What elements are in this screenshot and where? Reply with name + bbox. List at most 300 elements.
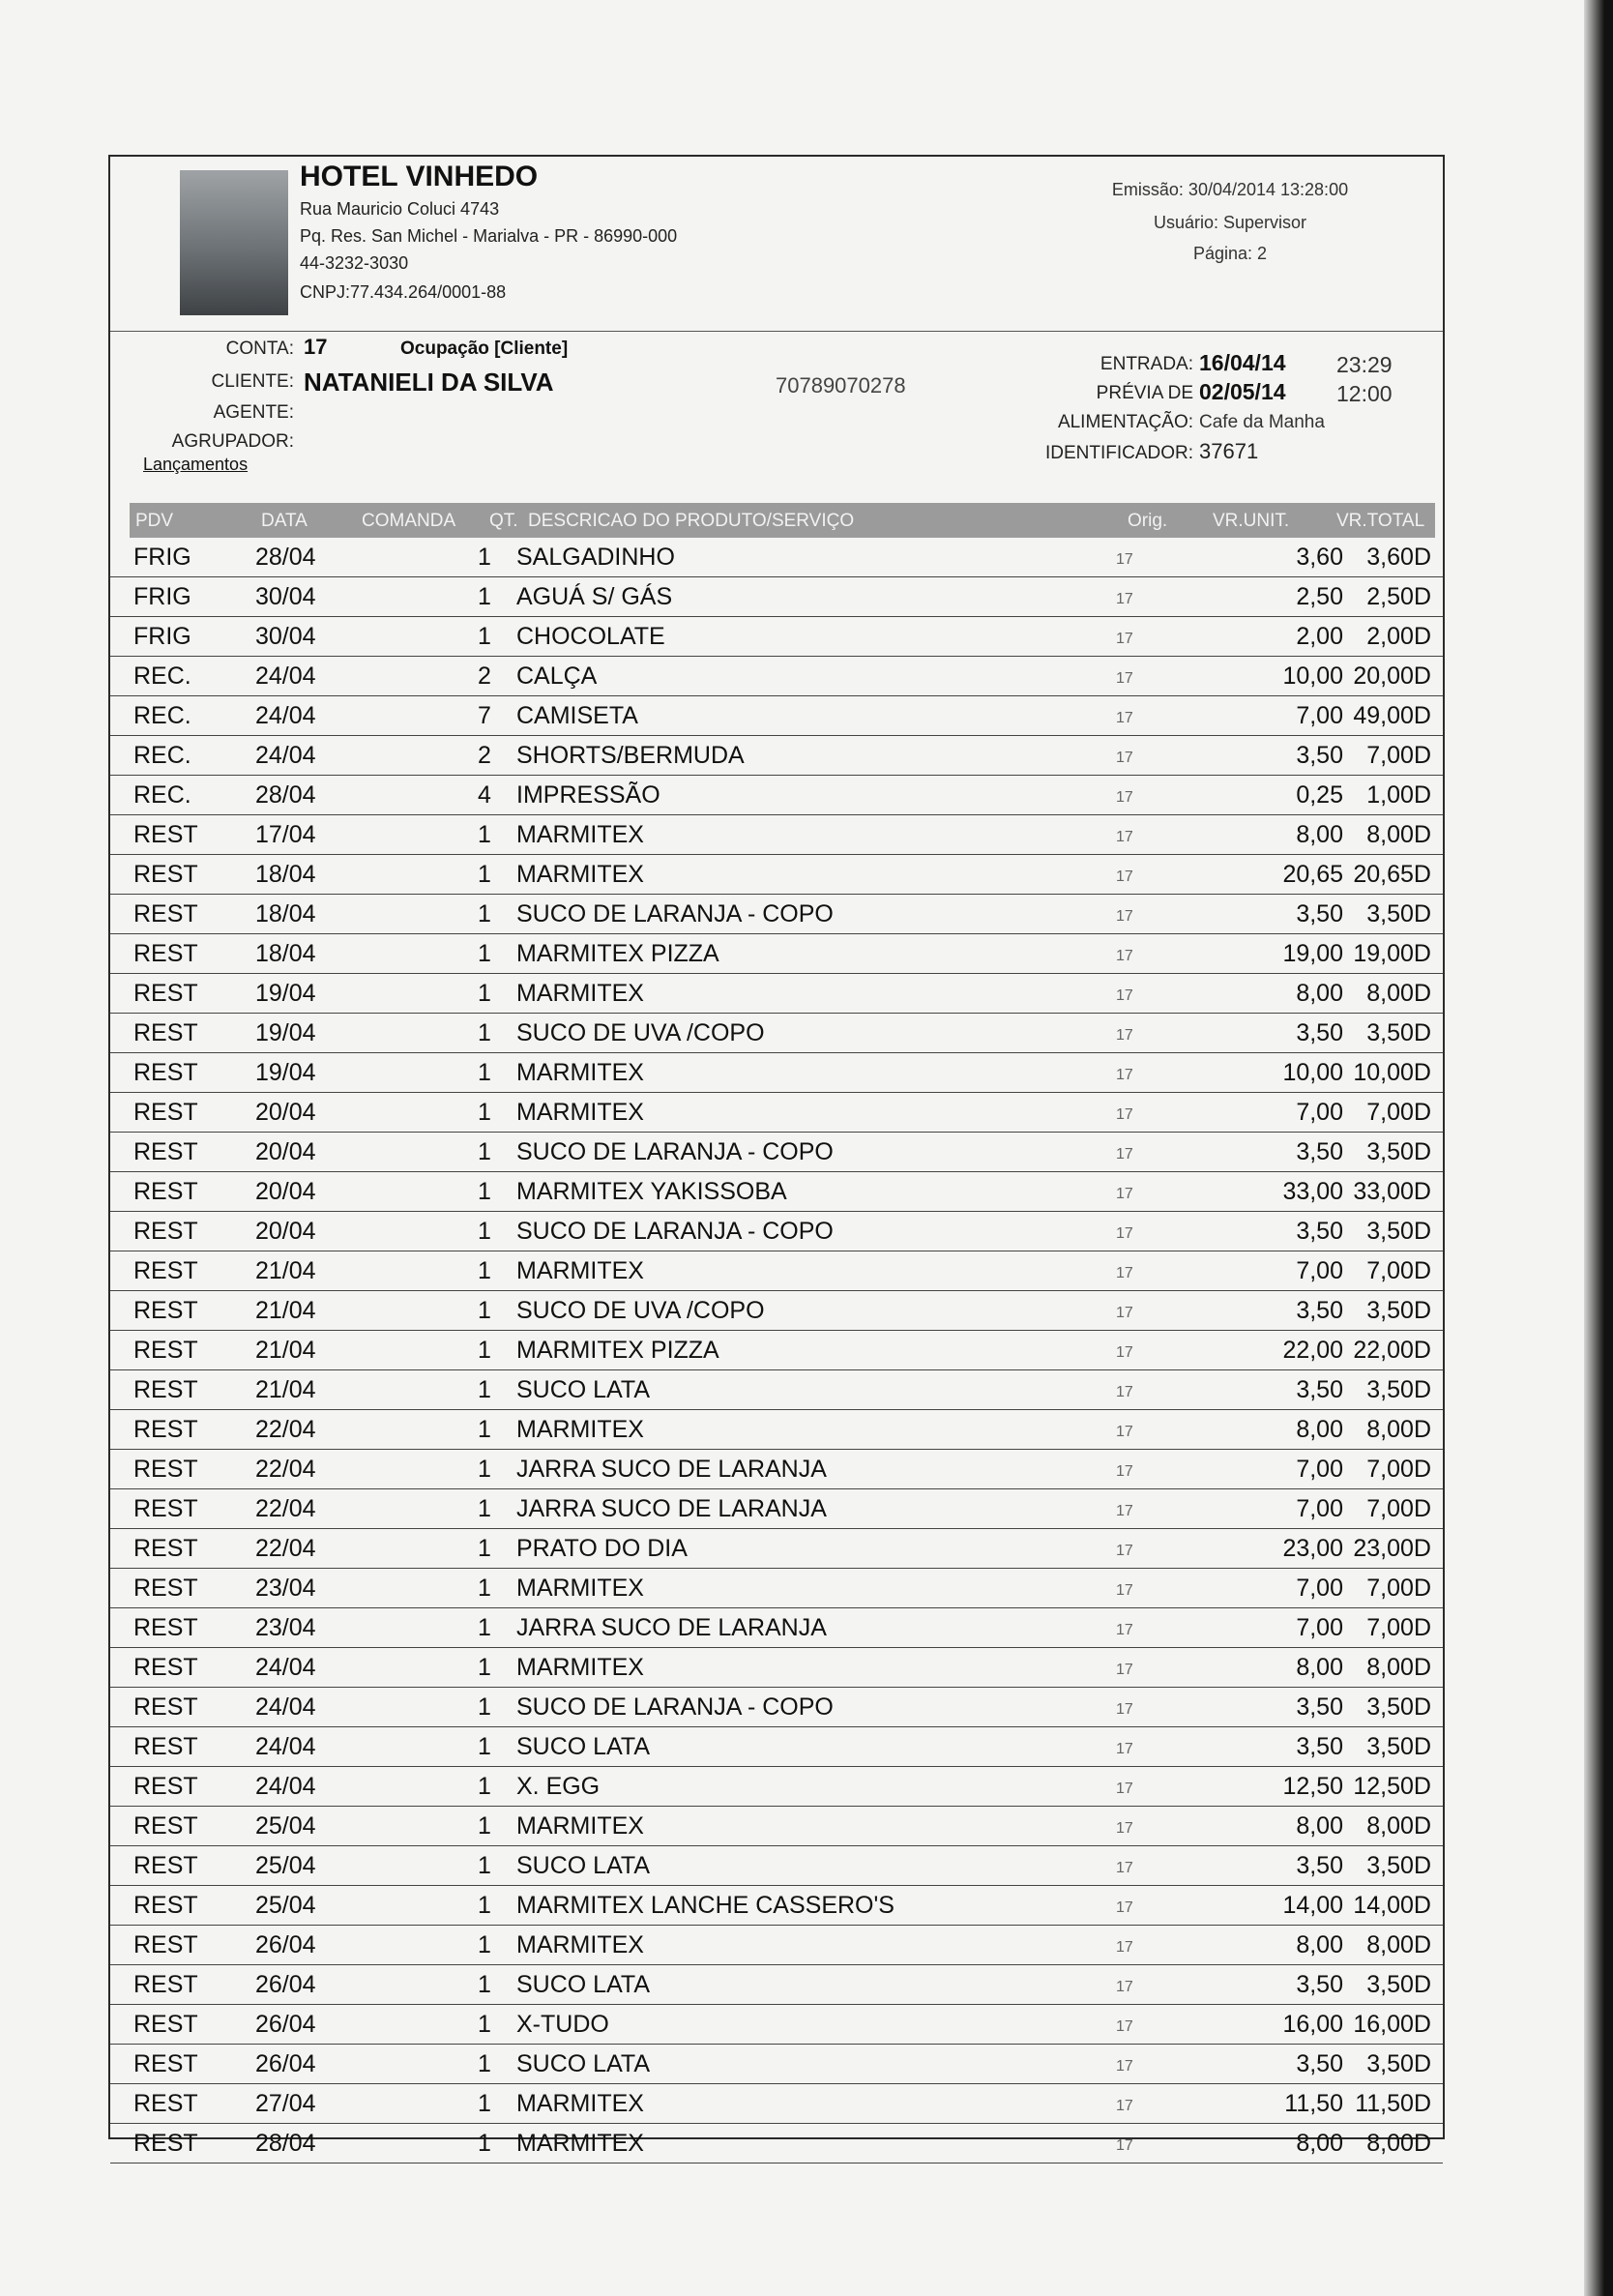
cell-orig: 17: [1116, 1662, 1133, 1678]
cell-descricao: MARMITEX: [516, 861, 644, 888]
cell-vr-unit: 12,50: [1282, 1773, 1343, 1800]
cell-orig: 17: [1116, 1860, 1133, 1876]
cell-pdv: REST: [133, 1535, 198, 1562]
table-row: [110, 974, 1443, 1014]
cell-pdv: REST: [133, 980, 198, 1007]
table-row: [110, 617, 1443, 657]
cell-vr-total: 14,00D: [1353, 1892, 1431, 1919]
cell-descricao: PRATO DO DIA: [516, 1535, 688, 1562]
cell-descricao: SUCO LATA: [516, 1733, 650, 1760]
previa-label: PRÉVIA DE: [1096, 383, 1193, 403]
cell-descricao: SUCO DE UVA /COPO: [516, 1297, 765, 1324]
cell-qt: 1: [478, 1099, 491, 1126]
cell-descricao: MARMITEX PIZZA: [516, 940, 719, 967]
cell-descricao: AGUÁ S/ GÁS: [516, 583, 673, 610]
cell-data: 19/04: [255, 980, 316, 1007]
cell-qt: 1: [478, 821, 491, 848]
cell-vr-unit: 3,50: [1296, 900, 1343, 927]
cliente-value: NATANIELI DA SILVA: [304, 368, 554, 397]
table-row: [110, 895, 1443, 934]
cell-pdv: REST: [133, 1852, 198, 1879]
cell-orig: 17: [1116, 987, 1133, 1004]
cell-pdv: REST: [133, 1297, 198, 1324]
cell-qt: 1: [478, 1931, 491, 1958]
cell-qt: 1: [478, 1812, 491, 1840]
cell-vr-unit: 7,00: [1296, 1614, 1343, 1641]
cell-qt: 1: [478, 2130, 491, 2157]
cell-descricao: X-TUDO: [516, 2011, 609, 2038]
ocupacao-label: Ocupação [Cliente]: [400, 339, 569, 359]
cell-data: 21/04: [255, 1376, 316, 1403]
cell-data: 24/04: [255, 742, 316, 769]
cell-qt: 1: [478, 2011, 491, 2038]
cell-descricao: IMPRESSÃO: [516, 781, 660, 809]
cell-descricao: MARMITEX: [516, 821, 644, 848]
cell-qt: 1: [478, 1892, 491, 1919]
table-row: [110, 1450, 1443, 1489]
cell-vr-unit: 20,65: [1282, 861, 1343, 888]
cell-descricao: MARMITEX: [516, 2130, 644, 2157]
cell-pdv: FRIG: [133, 623, 191, 650]
cell-data: 21/04: [255, 1257, 316, 1284]
alimentacao-label: ALIMENTAÇÃO:: [1057, 412, 1193, 432]
cell-descricao: SUCO LATA: [516, 1971, 650, 1998]
cell-pdv: REST: [133, 1693, 198, 1721]
user-name: Usuário: Supervisor: [1153, 213, 1307, 232]
cell-vr-total: 1,00D: [1366, 781, 1431, 809]
cell-orig: 17: [1116, 948, 1133, 964]
cell-vr-unit: 11,50: [1284, 2090, 1343, 2117]
table-row: [110, 855, 1443, 895]
cell-descricao: CALÇA: [516, 662, 598, 690]
cell-data: 22/04: [255, 1535, 316, 1562]
agrupador-label: AGRUPADOR:: [171, 431, 294, 452]
cell-pdv: REST: [133, 2011, 198, 2038]
cell-pdv: FRIG: [133, 544, 191, 571]
cell-vr-unit: 3,50: [1296, 2050, 1343, 2077]
cell-vr-unit: 2,00: [1296, 623, 1343, 650]
alimentacao-value: Cafe da Manha: [1199, 412, 1325, 432]
cell-orig: 17: [1116, 2018, 1133, 2035]
cell-data: 20/04: [255, 1218, 316, 1245]
cell-data: 20/04: [255, 1178, 316, 1205]
cell-pdv: REST: [133, 1773, 198, 1800]
cell-qt: 1: [478, 1059, 491, 1086]
cell-vr-total: 3,50D: [1366, 1693, 1431, 1721]
cell-qt: 1: [478, 1337, 491, 1364]
cell-vr-total: 3,50D: [1366, 1852, 1431, 1879]
cell-vr-unit: 14,00: [1282, 1892, 1343, 1919]
cell-pdv: REST: [133, 1971, 198, 1998]
cell-data: 21/04: [255, 1297, 316, 1324]
table-row: [110, 1489, 1443, 1529]
cell-data: 28/04: [255, 781, 316, 809]
cell-descricao: MARMITEX: [516, 1931, 644, 1958]
cell-vr-total: 3,50D: [1366, 1376, 1431, 1403]
cell-pdv: REST: [133, 2090, 198, 2117]
cell-vr-total: 3,60D: [1366, 544, 1431, 571]
cell-data: 26/04: [255, 1971, 316, 1998]
cell-descricao: SUCO LATA: [516, 1376, 650, 1403]
cliente-document: 70789070278: [776, 373, 906, 397]
cell-qt: 2: [478, 742, 491, 769]
col-pdv: PDV: [135, 511, 174, 531]
table-row: [110, 696, 1443, 736]
cell-orig: 17: [1116, 631, 1133, 647]
table-row: [110, 1807, 1443, 1846]
table-row: [110, 657, 1443, 696]
cell-vr-total: 7,00D: [1366, 742, 1431, 769]
cell-vr-unit: 8,00: [1296, 1931, 1343, 1958]
cliente-label: CLIENTE:: [211, 371, 294, 392]
cell-qt: 1: [478, 980, 491, 1007]
cell-data: 25/04: [255, 1852, 316, 1879]
cell-orig: 17: [1116, 1106, 1133, 1123]
cell-qt: 1: [478, 940, 491, 967]
cell-data: 19/04: [255, 1059, 316, 1086]
cell-vr-total: 2,00D: [1366, 623, 1431, 650]
cell-orig: 17: [1116, 1741, 1133, 1757]
cell-vr-total: 7,00D: [1366, 1099, 1431, 1126]
cell-data: 28/04: [255, 544, 316, 571]
table-header: [130, 503, 1435, 538]
cell-vr-total: 12,50D: [1353, 1773, 1431, 1800]
cell-vr-total: 3,50D: [1366, 2050, 1431, 2077]
cell-orig: 17: [1116, 1543, 1133, 1559]
cell-vr-total: 19,00D: [1353, 940, 1431, 967]
cell-qt: 1: [478, 1416, 491, 1443]
cell-qt: 1: [478, 1971, 491, 1998]
cell-qt: 1: [478, 900, 491, 927]
cell-descricao: X. EGG: [516, 1773, 601, 1800]
cell-vr-total: 3,50D: [1366, 1138, 1431, 1165]
cell-data: 24/04: [255, 1693, 316, 1721]
cell-data: 27/04: [255, 2090, 316, 2117]
cell-vr-unit: 7,00: [1296, 1575, 1343, 1602]
cell-orig: 17: [1116, 1344, 1133, 1361]
cell-data: 19/04: [255, 1019, 316, 1046]
cell-orig: 17: [1116, 1305, 1133, 1321]
cell-vr-total: 11,50D: [1355, 2090, 1431, 2117]
cell-vr-unit: 3,50: [1296, 1733, 1343, 1760]
table-row: [110, 1331, 1443, 1370]
cell-descricao: JARRA SUCO DE LARANJA: [516, 1614, 827, 1641]
cell-qt: 1: [478, 1178, 491, 1205]
table-row: [110, 1212, 1443, 1251]
cell-vr-unit: 8,00: [1296, 2130, 1343, 2157]
cell-pdv: REST: [133, 1059, 198, 1086]
cell-descricao: SHORTS/BERMUDA: [516, 742, 745, 769]
cell-data: 30/04: [255, 583, 316, 610]
cell-vr-total: 3,50D: [1366, 1733, 1431, 1760]
cell-pdv: REST: [133, 1416, 198, 1443]
cell-vr-total: 10,00D: [1353, 1059, 1431, 1086]
cell-orig: 17: [1116, 670, 1133, 687]
cell-qt: 1: [478, 583, 491, 610]
cell-orig: 17: [1116, 1463, 1133, 1480]
cell-qt: 1: [478, 2050, 491, 2077]
hotel-cnpj: CNPJ:77.434.264/0001-88: [300, 282, 507, 302]
table-row: [110, 1014, 1443, 1053]
cell-vr-unit: 8,00: [1296, 1812, 1343, 1840]
cell-vr-unit: 7,00: [1296, 1257, 1343, 1284]
cell-orig: 17: [1116, 1424, 1133, 1440]
cell-pdv: REST: [133, 1654, 198, 1681]
cell-data: 20/04: [255, 1138, 316, 1165]
col-descricao: DESCRICAO DO PRODUTO/SERVIÇO: [528, 511, 855, 531]
hotel-address-2: Pq. Res. San Michel - Marialva - PR - 86990-000: [300, 226, 678, 246]
cell-data: 24/04: [255, 1773, 316, 1800]
table-row: [110, 1370, 1443, 1410]
cell-orig: 17: [1116, 1265, 1133, 1281]
identificador-value: 37671: [1199, 439, 1259, 463]
cell-pdv: REST: [133, 1257, 198, 1284]
cell-pdv: REST: [133, 1019, 198, 1046]
cell-pdv: REST: [133, 1614, 198, 1641]
cell-vr-unit: 7,00: [1296, 1495, 1343, 1522]
cell-qt: 7: [478, 702, 491, 729]
cell-orig: 17: [1116, 551, 1133, 568]
cell-data: 25/04: [255, 1812, 316, 1840]
cell-vr-total: 20,65D: [1353, 861, 1431, 888]
entrada-label: ENTRADA:: [1100, 354, 1193, 374]
cell-pdv: REST: [133, 1138, 198, 1165]
cell-vr-unit: 22,00: [1282, 1337, 1343, 1364]
cell-vr-unit: 3,50: [1296, 1376, 1343, 1403]
cell-data: 18/04: [255, 861, 316, 888]
cell-descricao: MARMITEX: [516, 1812, 644, 1840]
cell-vr-unit: 3,50: [1296, 1852, 1343, 1879]
document-header: [110, 157, 1443, 332]
cell-vr-unit: 3,50: [1296, 1218, 1343, 1245]
cell-vr-unit: 2,50: [1296, 583, 1343, 610]
cell-vr-unit: 7,00: [1296, 702, 1343, 729]
cell-pdv: REC.: [133, 662, 191, 690]
cell-vr-total: 22,00D: [1353, 1337, 1431, 1364]
table-row: [110, 1926, 1443, 1965]
cell-orig: 17: [1116, 1939, 1133, 1956]
cell-descricao: MARMITEX LANCHE CASSERO'S: [516, 1892, 894, 1919]
cell-data: 26/04: [255, 2050, 316, 2077]
cell-qt: 1: [478, 1495, 491, 1522]
cell-vr-unit: 8,00: [1296, 1654, 1343, 1681]
cell-pdv: FRIG: [133, 583, 191, 610]
table-row: [110, 1767, 1443, 1807]
cell-vr-total: 3,50D: [1366, 900, 1431, 927]
cell-pdv: REST: [133, 821, 198, 848]
cell-vr-total: 3,50D: [1366, 1218, 1431, 1245]
cell-vr-total: 7,00D: [1366, 1257, 1431, 1284]
table-row: [110, 1529, 1443, 1569]
cell-orig: 17: [1116, 1622, 1133, 1638]
col-orig: Orig.: [1128, 511, 1168, 531]
table-row: [110, 1886, 1443, 1926]
cell-vr-unit: 3,50: [1296, 1297, 1343, 1324]
cell-pdv: REST: [133, 940, 198, 967]
col-qt: QT.: [489, 511, 518, 531]
table-row: [110, 1410, 1443, 1450]
conta-value: 17: [304, 335, 328, 359]
cell-descricao: MARMITEX: [516, 1099, 644, 1126]
cell-data: 21/04: [255, 1337, 316, 1364]
table-row: [110, 577, 1443, 617]
table-row: [110, 1965, 1443, 2005]
cell-data: 30/04: [255, 623, 316, 650]
table-row: [110, 1569, 1443, 1608]
cell-vr-total: 7,00D: [1366, 1456, 1431, 1483]
cell-vr-unit: 0,25: [1296, 781, 1343, 809]
cell-qt: 1: [478, 1575, 491, 1602]
cell-vr-unit: 3,50: [1296, 1019, 1343, 1046]
cell-vr-unit: 19,00: [1282, 940, 1343, 967]
cell-qt: 1: [478, 1218, 491, 1245]
cell-orig: 17: [1116, 1067, 1133, 1083]
cell-orig: 17: [1116, 1503, 1133, 1519]
cell-descricao: MARMITEX: [516, 1416, 644, 1443]
cell-vr-unit: 3,50: [1296, 1138, 1343, 1165]
cell-qt: 1: [478, 1614, 491, 1641]
cell-vr-total: 8,00D: [1366, 1931, 1431, 1958]
table-row: [110, 2084, 1443, 2124]
cell-vr-total: 8,00D: [1366, 980, 1431, 1007]
cell-qt: 1: [478, 623, 491, 650]
cell-data: 26/04: [255, 2011, 316, 2038]
table-row: [110, 776, 1443, 815]
cell-pdv: REST: [133, 1495, 198, 1522]
cell-orig: 17: [1116, 1146, 1133, 1163]
cell-data: 17/04: [255, 821, 316, 848]
cell-orig: 17: [1116, 710, 1133, 726]
cell-pdv: REST: [133, 1812, 198, 1840]
emission-date: Emissão: 30/04/2014 13:28:00: [1111, 180, 1349, 199]
cell-orig: 17: [1116, 789, 1133, 806]
cell-vr-unit: 3,50: [1296, 1971, 1343, 1998]
cell-vr-unit: 16,00: [1282, 2011, 1343, 2038]
cell-orig: 17: [1116, 1979, 1133, 1995]
cell-descricao: SUCO DE LARANJA - COPO: [516, 1693, 834, 1721]
cell-vr-unit: 8,00: [1296, 821, 1343, 848]
table-row: [110, 1053, 1443, 1093]
cell-pdv: REST: [133, 1892, 198, 1919]
table-row: [110, 1727, 1443, 1767]
cell-qt: 1: [478, 1376, 491, 1403]
cell-descricao: SUCO DE LARANJA - COPO: [516, 1218, 834, 1245]
table-row: [110, 2045, 1443, 2084]
cell-vr-total: 8,00D: [1366, 821, 1431, 848]
cell-orig: 17: [1116, 2137, 1133, 2154]
cell-data: 28/04: [255, 2130, 316, 2157]
cell-pdv: REST: [133, 861, 198, 888]
cell-vr-total: 8,00D: [1366, 2130, 1431, 2157]
cell-qt: 1: [478, 544, 491, 571]
cell-pdv: REST: [133, 1337, 198, 1364]
cell-descricao: SALGADINHO: [516, 544, 675, 571]
table-row: [110, 1648, 1443, 1688]
cell-data: 22/04: [255, 1416, 316, 1443]
cell-vr-total: 3,50D: [1366, 1297, 1431, 1324]
cell-vr-total: 7,00D: [1366, 1575, 1431, 1602]
cell-orig: 17: [1116, 829, 1133, 845]
section-title: Lançamentos: [143, 455, 249, 474]
table-row: [110, 1846, 1443, 1886]
cell-qt: 4: [478, 781, 491, 809]
cell-vr-unit: 7,00: [1296, 1099, 1343, 1126]
cell-qt: 1: [478, 861, 491, 888]
cell-vr-total: 7,00D: [1366, 1614, 1431, 1641]
cell-vr-total: 8,00D: [1366, 1812, 1431, 1840]
cell-orig: 17: [1116, 2098, 1133, 2114]
cell-orig: 17: [1116, 2058, 1133, 2075]
cell-qt: 1: [478, 2090, 491, 2117]
cell-vr-total: 2,50D: [1366, 583, 1431, 610]
cell-orig: 17: [1116, 1225, 1133, 1242]
entrada-time: 23:29: [1336, 352, 1393, 377]
cell-descricao: MARMITEX PIZZA: [516, 1337, 719, 1364]
cell-orig: 17: [1116, 591, 1133, 607]
cell-descricao: MARMITEX: [516, 1059, 644, 1086]
table-row: [110, 1251, 1443, 1291]
invoice-document: [108, 155, 1445, 2157]
cell-qt: 1: [478, 1773, 491, 1800]
cell-data: 18/04: [255, 940, 316, 967]
cell-qt: 1: [478, 1456, 491, 1483]
account-info: [110, 331, 1443, 468]
cell-descricao: JARRA SUCO DE LARANJA: [516, 1495, 827, 1522]
cell-vr-total: 33,00D: [1353, 1178, 1431, 1205]
cell-qt: 1: [478, 1733, 491, 1760]
cell-data: 23/04: [255, 1614, 316, 1641]
cell-descricao: SUCO DE LARANJA - COPO: [516, 1138, 834, 1165]
cell-data: 26/04: [255, 1931, 316, 1958]
agente-label: AGENTE:: [213, 402, 294, 423]
page-number: Página: 2: [1192, 244, 1268, 263]
scan-edge: [1584, 0, 1613, 2296]
cell-vr-total: 3,50D: [1366, 1019, 1431, 1046]
col-comanda: COMANDA: [362, 511, 456, 531]
hotel-phone: 44-3232-3030: [300, 253, 409, 273]
cell-qt: 2: [478, 662, 491, 690]
previa-time: 12:00: [1336, 381, 1393, 406]
conta-label: CONTA:: [225, 339, 294, 359]
cell-pdv: REST: [133, 2050, 198, 2077]
identificador-label: IDENTIFICADOR:: [1044, 443, 1193, 463]
col-data: DATA: [261, 511, 308, 531]
table-row: [110, 1093, 1443, 1133]
cell-data: 22/04: [255, 1495, 316, 1522]
cell-qt: 1: [478, 1257, 491, 1284]
cell-descricao: MARMITEX: [516, 980, 644, 1007]
cell-pdv: REST: [133, 900, 198, 927]
cell-qt: 1: [478, 1535, 491, 1562]
cell-data: 24/04: [255, 1654, 316, 1681]
cell-pdv: REST: [133, 1456, 198, 1483]
cell-vr-total: 8,00D: [1366, 1654, 1431, 1681]
cell-descricao: MARMITEX YAKISSOBA: [516, 1178, 787, 1205]
cell-data: 20/04: [255, 1099, 316, 1126]
cell-vr-total: 49,00D: [1353, 702, 1431, 729]
cell-descricao: SUCO LATA: [516, 2050, 650, 2077]
cell-descricao: SUCO DE UVA /COPO: [516, 1019, 765, 1046]
table-row: [110, 736, 1443, 776]
cell-data: 18/04: [255, 900, 316, 927]
cell-data: 23/04: [255, 1575, 316, 1602]
cell-pdv: REST: [133, 1099, 198, 1126]
cell-pdv: REC.: [133, 742, 191, 769]
previa-date: 02/05/14: [1199, 379, 1286, 404]
cell-pdv: REST: [133, 1218, 198, 1245]
cell-descricao: SUCO LATA: [516, 1852, 650, 1879]
hotel-logo: [180, 170, 288, 315]
